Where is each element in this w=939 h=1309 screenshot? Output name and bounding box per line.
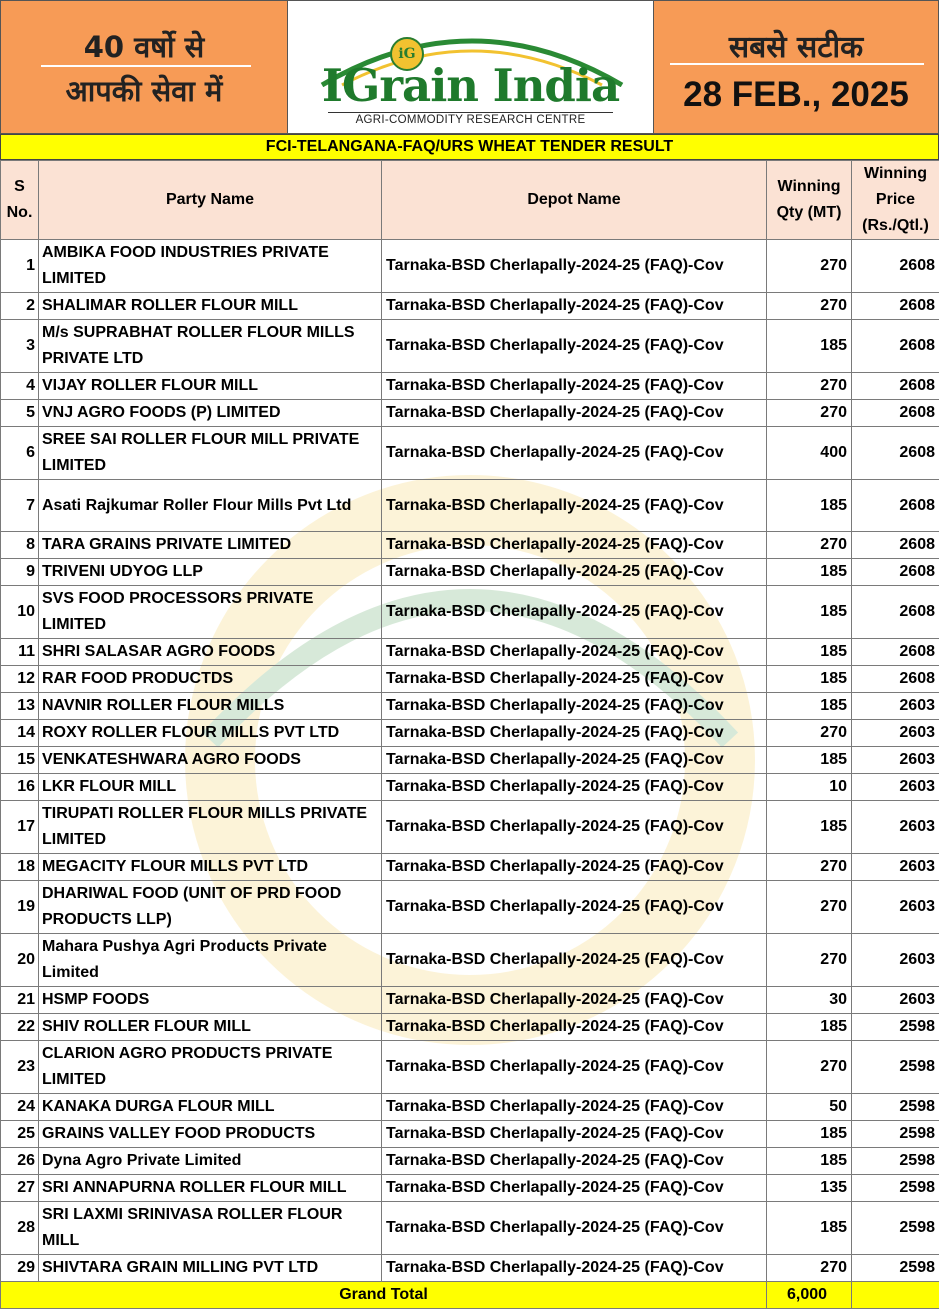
row-sno: 3 bbox=[1, 320, 39, 373]
row-party-name: Dyna Agro Private Limited bbox=[39, 1148, 382, 1175]
row-party-name: SHALIMAR ROLLER FLOUR MILL bbox=[39, 293, 382, 320]
row-winning-qty: 270 bbox=[767, 1255, 852, 1282]
row-sno: 27 bbox=[1, 1175, 39, 1202]
row-winning-price: 2603 bbox=[852, 774, 939, 801]
row-winning-qty: 50 bbox=[767, 1094, 852, 1121]
row-party-name: Mahara Pushya Agri Products Private Limited bbox=[39, 934, 382, 987]
row-winning-qty: 185 bbox=[767, 693, 852, 720]
row-party-name: DHARIWAL FOOD (UNIT OF PRD FOOD PRODUCTS LLP) bbox=[39, 881, 382, 934]
row-depot-name: Tarnaka-BSD Cherlapally-2024-25 (FAQ)-Cov bbox=[382, 774, 767, 801]
row-party-name: TARA GRAINS PRIVATE LIMITED bbox=[39, 532, 382, 559]
row-party-name: MEGACITY FLOUR MILLS PVT LTD bbox=[39, 854, 382, 881]
row-sno: 20 bbox=[1, 934, 39, 987]
row-depot-name: Tarnaka-BSD Cherlapally-2024-25 (FAQ)-Cov bbox=[382, 1041, 767, 1094]
row-winning-price: 2598 bbox=[852, 1148, 939, 1175]
table-row bbox=[1, 854, 939, 881]
row-depot-name: Tarnaka-BSD Cherlapally-2024-25 (FAQ)-Cov bbox=[382, 720, 767, 747]
row-winning-qty: 270 bbox=[767, 854, 852, 881]
table-row bbox=[1, 240, 939, 293]
row-depot-name: Tarnaka-BSD Cherlapally-2024-25 (FAQ)-Cov bbox=[382, 427, 767, 480]
column-header-price: Winning Price (Rs./Qtl.) bbox=[852, 161, 939, 240]
grand-total-label: Grand Total bbox=[1, 1282, 767, 1309]
row-depot-name: Tarnaka-BSD Cherlapally-2024-25 (FAQ)-Cov bbox=[382, 1094, 767, 1121]
row-winning-price: 2598 bbox=[852, 1094, 939, 1121]
row-winning-price: 2603 bbox=[852, 881, 939, 934]
row-winning-price: 2603 bbox=[852, 747, 939, 774]
row-winning-price: 2608 bbox=[852, 293, 939, 320]
table-row bbox=[1, 693, 939, 720]
row-winning-price: 2608 bbox=[852, 559, 939, 586]
header-right-panel bbox=[653, 0, 939, 134]
row-depot-name: Tarnaka-BSD Cherlapally-2024-25 (FAQ)-Cov bbox=[382, 747, 767, 774]
row-depot-name: Tarnaka-BSD Cherlapally-2024-25 (FAQ)-Cov bbox=[382, 1255, 767, 1282]
table-row bbox=[1, 427, 939, 480]
table-row bbox=[1, 639, 939, 666]
row-depot-name: Tarnaka-BSD Cherlapally-2024-25 (FAQ)-Cov bbox=[382, 559, 767, 586]
row-winning-price: 2608 bbox=[852, 532, 939, 559]
row-winning-qty: 185 bbox=[767, 1121, 852, 1148]
row-depot-name: Tarnaka-BSD Cherlapally-2024-25 (FAQ)-Cov bbox=[382, 293, 767, 320]
table-row bbox=[1, 320, 939, 373]
table-row bbox=[1, 1148, 939, 1175]
table-row bbox=[1, 1255, 939, 1282]
tagline-line2: आपकी सेवा में bbox=[1, 71, 287, 110]
table-row bbox=[1, 1014, 939, 1041]
row-party-name: TRIVENI UDYOG LLP bbox=[39, 559, 382, 586]
row-winning-qty: 10 bbox=[767, 774, 852, 801]
row-winning-price: 2598 bbox=[852, 1014, 939, 1041]
row-sno: 26 bbox=[1, 1148, 39, 1175]
row-winning-qty: 185 bbox=[767, 801, 852, 854]
row-party-name: GRAINS VALLEY FOOD PRODUCTS bbox=[39, 1121, 382, 1148]
column-header-party: Party Name bbox=[39, 161, 382, 240]
row-winning-qty: 185 bbox=[767, 480, 852, 532]
row-sno: 7 bbox=[1, 480, 39, 532]
accuracy-tagline: सबसे सटीक bbox=[654, 25, 938, 66]
row-winning-qty: 400 bbox=[767, 427, 852, 480]
row-winning-price: 2608 bbox=[852, 240, 939, 293]
row-winning-qty: 135 bbox=[767, 1175, 852, 1202]
row-party-name: SREE SAI ROLLER FLOUR MILL PRIVATE LIMITED bbox=[39, 427, 382, 480]
logo-panel bbox=[288, 0, 653, 134]
grand-total-price-empty bbox=[852, 1282, 939, 1309]
row-party-name: SHRI SALASAR AGRO FOODS bbox=[39, 639, 382, 666]
row-sno: 19 bbox=[1, 881, 39, 934]
row-winning-price: 2608 bbox=[852, 400, 939, 427]
tender-result-table bbox=[0, 160, 939, 1309]
row-depot-name: Tarnaka-BSD Cherlapally-2024-25 (FAQ)-Cov bbox=[382, 1175, 767, 1202]
row-winning-qty: 185 bbox=[767, 559, 852, 586]
row-winning-qty: 270 bbox=[767, 373, 852, 400]
page-header bbox=[0, 0, 939, 134]
table-body bbox=[1, 240, 939, 1282]
table-row bbox=[1, 293, 939, 320]
row-depot-name: Tarnaka-BSD Cherlapally-2024-25 (FAQ)-Cov bbox=[382, 666, 767, 693]
grand-total-qty: 6,000 bbox=[767, 1282, 852, 1309]
row-winning-qty: 270 bbox=[767, 240, 852, 293]
row-depot-name: Tarnaka-BSD Cherlapally-2024-25 (FAQ)-Cov bbox=[382, 320, 767, 373]
row-winning-price: 2608 bbox=[852, 666, 939, 693]
row-party-name: SRI ANNAPURNA ROLLER FLOUR MILL bbox=[39, 1175, 382, 1202]
row-sno: 12 bbox=[1, 666, 39, 693]
row-depot-name: Tarnaka-BSD Cherlapally-2024-25 (FAQ)-Cov bbox=[382, 987, 767, 1014]
row-winning-qty: 270 bbox=[767, 293, 852, 320]
row-sno: 2 bbox=[1, 293, 39, 320]
row-party-name: RAR FOOD PRODUCTDS bbox=[39, 666, 382, 693]
row-winning-price: 2598 bbox=[852, 1041, 939, 1094]
table-row bbox=[1, 400, 939, 427]
table-row bbox=[1, 934, 939, 987]
row-sno: 17 bbox=[1, 801, 39, 854]
row-winning-qty: 270 bbox=[767, 400, 852, 427]
table-row bbox=[1, 720, 939, 747]
table-header-row bbox=[1, 161, 939, 240]
row-depot-name: Tarnaka-BSD Cherlapally-2024-25 (FAQ)-Cov bbox=[382, 1014, 767, 1041]
row-depot-name: Tarnaka-BSD Cherlapally-2024-25 (FAQ)-Cov bbox=[382, 373, 767, 400]
row-party-name: VIJAY ROLLER FLOUR MILL bbox=[39, 373, 382, 400]
report-title: FCI-TELANGANA-FAQ/URS WHEAT TENDER RESULT bbox=[0, 134, 939, 160]
table-row bbox=[1, 666, 939, 693]
column-header-sno: S No. bbox=[1, 161, 39, 240]
date-divider bbox=[670, 63, 924, 65]
row-winning-qty: 270 bbox=[767, 720, 852, 747]
row-winning-price: 2608 bbox=[852, 586, 939, 639]
row-winning-price: 2608 bbox=[852, 373, 939, 400]
row-winning-qty: 185 bbox=[767, 639, 852, 666]
tagline-divider bbox=[41, 65, 251, 67]
row-sno: 11 bbox=[1, 639, 39, 666]
row-depot-name: Tarnaka-BSD Cherlapally-2024-25 (FAQ)-Cov bbox=[382, 639, 767, 666]
table-row bbox=[1, 881, 939, 934]
row-winning-qty: 185 bbox=[767, 747, 852, 774]
row-winning-price: 2603 bbox=[852, 987, 939, 1014]
row-depot-name: Tarnaka-BSD Cherlapally-2024-25 (FAQ)-Cov bbox=[382, 693, 767, 720]
table-row bbox=[1, 559, 939, 586]
row-party-name: ROXY ROLLER FLOUR MILLS PVT LTD bbox=[39, 720, 382, 747]
row-sno: 25 bbox=[1, 1121, 39, 1148]
row-winning-qty: 270 bbox=[767, 881, 852, 934]
row-winning-qty: 185 bbox=[767, 586, 852, 639]
column-header-depot: Depot Name bbox=[382, 161, 767, 240]
row-winning-price: 2598 bbox=[852, 1175, 939, 1202]
report-date: 28 FEB., 2025 bbox=[654, 75, 938, 115]
row-winning-price: 2608 bbox=[852, 480, 939, 532]
row-winning-price: 2598 bbox=[852, 1121, 939, 1148]
table-row bbox=[1, 1041, 939, 1094]
row-winning-price: 2603 bbox=[852, 801, 939, 854]
table-row bbox=[1, 1175, 939, 1202]
row-winning-qty: 185 bbox=[767, 1148, 852, 1175]
row-depot-name: Tarnaka-BSD Cherlapally-2024-25 (FAQ)-Cov bbox=[382, 1148, 767, 1175]
logo-title: IGrain India bbox=[288, 59, 653, 112]
row-party-name: NAVNIR ROLLER FLOUR MILLS bbox=[39, 693, 382, 720]
column-header-qty: Winning Qty (MT) bbox=[767, 161, 852, 240]
row-sno: 23 bbox=[1, 1041, 39, 1094]
row-depot-name: Tarnaka-BSD Cherlapally-2024-25 (FAQ)-Cov bbox=[382, 240, 767, 293]
row-winning-price: 2603 bbox=[852, 934, 939, 987]
row-winning-qty: 270 bbox=[767, 934, 852, 987]
grand-total-row bbox=[1, 1282, 939, 1309]
row-winning-qty: 185 bbox=[767, 1014, 852, 1041]
row-party-name: VENKATESHWARA AGRO FOODS bbox=[39, 747, 382, 774]
table-row bbox=[1, 774, 939, 801]
row-depot-name: Tarnaka-BSD Cherlapally-2024-25 (FAQ)-Cov bbox=[382, 400, 767, 427]
row-sno: 28 bbox=[1, 1202, 39, 1255]
row-winning-price: 2608 bbox=[852, 427, 939, 480]
row-party-name: CLARION AGRO PRODUCTS PRIVATE LIMITED bbox=[39, 1041, 382, 1094]
row-winning-qty: 270 bbox=[767, 1041, 852, 1094]
row-sno: 1 bbox=[1, 240, 39, 293]
row-sno: 22 bbox=[1, 1014, 39, 1041]
table-row bbox=[1, 373, 939, 400]
row-party-name: TIRUPATI ROLLER FLOUR MILLS PRIVATE LIMITED bbox=[39, 801, 382, 854]
row-sno: 9 bbox=[1, 559, 39, 586]
row-party-name: SHIV ROLLER FLOUR MILL bbox=[39, 1014, 382, 1041]
row-depot-name: Tarnaka-BSD Cherlapally-2024-25 (FAQ)-Cov bbox=[382, 532, 767, 559]
row-depot-name: Tarnaka-BSD Cherlapally-2024-25 (FAQ)-Cov bbox=[382, 854, 767, 881]
row-party-name: HSMP FOODS bbox=[39, 987, 382, 1014]
row-winning-price: 2603 bbox=[852, 720, 939, 747]
row-depot-name: Tarnaka-BSD Cherlapally-2024-25 (FAQ)-Cov bbox=[382, 881, 767, 934]
row-winning-price: 2598 bbox=[852, 1202, 939, 1255]
row-winning-qty: 185 bbox=[767, 320, 852, 373]
table-row bbox=[1, 747, 939, 774]
row-party-name: SVS FOOD PROCESSORS PRIVATE LIMITED bbox=[39, 586, 382, 639]
table-row bbox=[1, 801, 939, 854]
row-sno: 29 bbox=[1, 1255, 39, 1282]
row-winning-qty: 185 bbox=[767, 1202, 852, 1255]
row-depot-name: Tarnaka-BSD Cherlapally-2024-25 (FAQ)-Cov bbox=[382, 480, 767, 532]
table-row bbox=[1, 987, 939, 1014]
row-sno: 4 bbox=[1, 373, 39, 400]
row-depot-name: Tarnaka-BSD Cherlapally-2024-25 (FAQ)-Cov bbox=[382, 934, 767, 987]
table-row bbox=[1, 1094, 939, 1121]
row-party-name: VNJ AGRO FOODS (P) LIMITED bbox=[39, 400, 382, 427]
row-sno: 10 bbox=[1, 586, 39, 639]
row-winning-price: 2603 bbox=[852, 854, 939, 881]
row-winning-qty: 30 bbox=[767, 987, 852, 1014]
row-depot-name: Tarnaka-BSD Cherlapally-2024-25 (FAQ)-Cov bbox=[382, 801, 767, 854]
row-winning-qty: 185 bbox=[767, 666, 852, 693]
row-party-name: Asati Rajkumar Roller Flour Mills Pvt Ltd bbox=[39, 480, 382, 532]
row-winning-price: 2608 bbox=[852, 639, 939, 666]
row-party-name: LKR FLOUR MILL bbox=[39, 774, 382, 801]
header-left-panel bbox=[0, 0, 288, 134]
row-party-name: KANAKA DURGA FLOUR MILL bbox=[39, 1094, 382, 1121]
row-sno: 8 bbox=[1, 532, 39, 559]
table-row bbox=[1, 532, 939, 559]
row-sno: 6 bbox=[1, 427, 39, 480]
row-depot-name: Tarnaka-BSD Cherlapally-2024-25 (FAQ)-Cov bbox=[382, 586, 767, 639]
table-row bbox=[1, 1202, 939, 1255]
row-winning-price: 2598 bbox=[852, 1255, 939, 1282]
row-sno: 5 bbox=[1, 400, 39, 427]
row-sno: 16 bbox=[1, 774, 39, 801]
row-party-name: AMBIKA FOOD INDUSTRIES PRIVATE LIMITED bbox=[39, 240, 382, 293]
row-party-name: SHIVTARA GRAIN MILLING PVT LTD bbox=[39, 1255, 382, 1282]
row-depot-name: Tarnaka-BSD Cherlapally-2024-25 (FAQ)-Cov bbox=[382, 1121, 767, 1148]
row-sno: 14 bbox=[1, 720, 39, 747]
tagline-line1: 40 वर्षो से bbox=[1, 27, 287, 66]
logo-badge-icon: iG bbox=[390, 37, 424, 71]
logo-subtitle: AGRI-COMMODITY RESEARCH CENTRE bbox=[328, 112, 613, 126]
row-depot-name: Tarnaka-BSD Cherlapally-2024-25 (FAQ)-Cov bbox=[382, 1202, 767, 1255]
row-winning-price: 2608 bbox=[852, 320, 939, 373]
row-winning-qty: 270 bbox=[767, 532, 852, 559]
row-party-name: M/s SUPRABHAT ROLLER FLOUR MILLS PRIVATE LTD bbox=[39, 320, 382, 373]
table-row bbox=[1, 480, 939, 532]
row-sno: 24 bbox=[1, 1094, 39, 1121]
row-sno: 21 bbox=[1, 987, 39, 1014]
row-sno: 15 bbox=[1, 747, 39, 774]
table-row bbox=[1, 1121, 939, 1148]
row-sno: 18 bbox=[1, 854, 39, 881]
row-sno: 13 bbox=[1, 693, 39, 720]
row-winning-price: 2603 bbox=[852, 693, 939, 720]
row-party-name: SRI LAXMI SRINIVASA ROLLER FLOUR MILL bbox=[39, 1202, 382, 1255]
table-row bbox=[1, 586, 939, 639]
